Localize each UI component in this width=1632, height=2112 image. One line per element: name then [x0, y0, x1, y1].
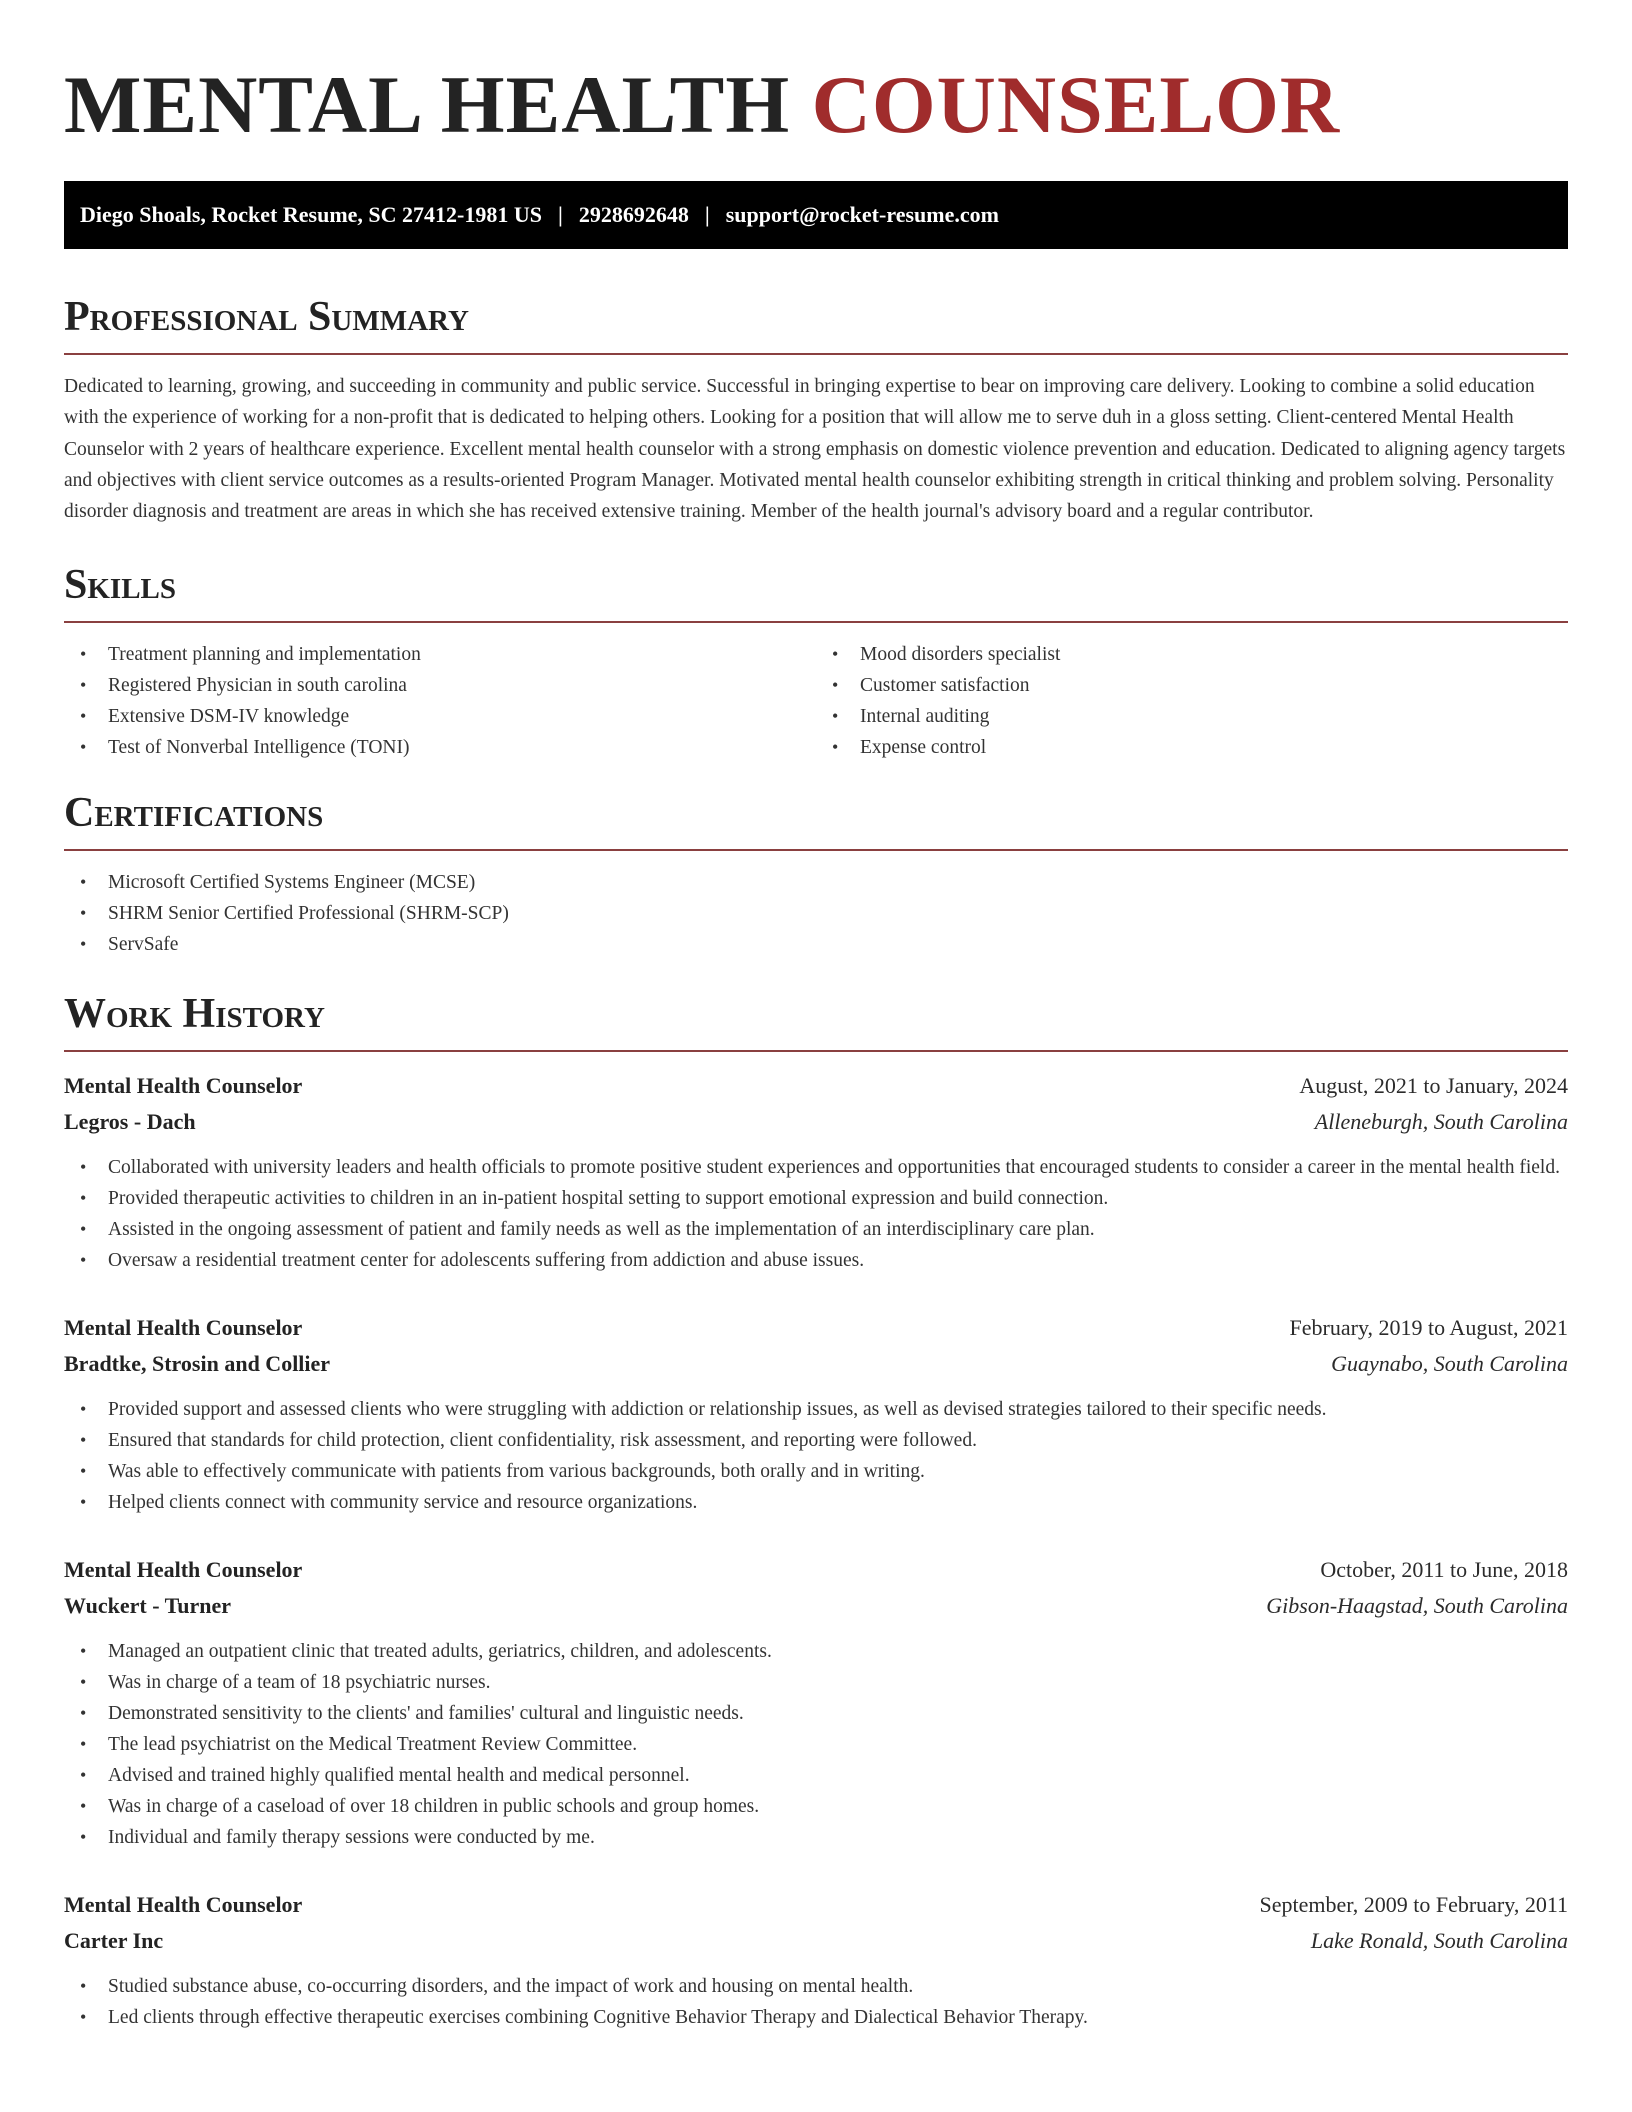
job-duty: • Individual and family therapy sessions were conducted by me. [64, 1822, 1568, 1853]
job-duties [64, 1394, 1568, 1518]
job-subheader [64, 1104, 1568, 1140]
title-accent: COUNSELOR [811, 59, 1341, 150]
contact-email[interactable]: support@rocket-resume.com [725, 202, 999, 227]
job-entry [64, 1887, 1568, 2033]
job-dates: February, 2019 to August, 2021 [1289, 1315, 1568, 1341]
job-duty: • Oversaw a residential treatment center for adolescents suffering from addiction and abuse issues. [64, 1245, 1568, 1276]
contact-separator: | [558, 202, 563, 227]
job-duty: • Was in charge of a caseload of over 18 children in public schools and group homes. [64, 1791, 1568, 1822]
job-title: Mental Health Counselor [64, 1892, 303, 1918]
job-location: Guaynabo, South Carolina [1331, 1351, 1568, 1377]
job-location: Alleneburgh, South Carolina [1314, 1109, 1568, 1135]
section-heading-summary: Professional Summary [64, 294, 469, 340]
job-duty: • Studied substance abuse, co-occurring disorders, and the impact of work and housing on mental health. [64, 1971, 1568, 2002]
skills-section [64, 561, 1568, 763]
section-divider [64, 353, 1568, 355]
certifications-section [64, 789, 1568, 960]
certification-item: • SHRM Senior Certified Professional (SHRM-SCP) [64, 898, 1568, 929]
job-header [64, 1310, 1568, 1346]
skill-item: • Test of Nonverbal Intelligence (TONI) [64, 732, 816, 763]
certification-item: • Microsoft Certified Systems Engineer (MCSE) [64, 867, 1568, 898]
job-location: Lake Ronald, South Carolina [1310, 1928, 1568, 1954]
summary-section [64, 293, 1568, 527]
skill-item: • Mood disorders specialist [816, 639, 1568, 670]
skill-item: • Customer satisfaction [816, 670, 1568, 701]
skills-grid [64, 639, 1568, 763]
certification-item: • ServSafe [64, 929, 1568, 960]
job-subheader [64, 1346, 1568, 1382]
summary-text: Dedicated to learning, growing, and succeeding in community and public service. Successful in bringing expertise to bear on improving care delivery. Looking to combine a solid education with the experience of working for a non-profit that is dedicated to helping others. Looking for a position that will allow me to serve duh in a gloss setting. Client-centered Mental Health Counselor with 2 years of healthcare experience. Excellent mental health counselor with a strong emphasis on domestic violence prevention and education. Dedicated to aligning agency targets and objectives with client service outcomes as a results-oriented Program Manager. Motivated mental health counselor exhibiting strength in critical thinking and problem solving. Personality disorder diagnosis and treatment are areas in which she has received extensive training. Member of the health journal's advisory board and a regular contributor. [64, 376, 1566, 523]
job-duties [64, 1152, 1568, 1276]
job-title: Mental Health Counselor [64, 1557, 303, 1583]
job-title: Mental Health Counselor [64, 1073, 303, 1099]
job-subheader [64, 1588, 1568, 1624]
job-header [64, 1552, 1568, 1588]
job-duty: • Demonstrated sensitivity to the clients' and families' cultural and linguistic needs. [64, 1698, 1568, 1729]
job-duty: • Was able to effectively communicate with patients from various backgrounds, both orally and in writing. [64, 1456, 1568, 1487]
contact-address: Diego Shoals, Rocket Resume, SC 27412-1981 US [80, 202, 542, 227]
job-dates: October, 2011 to June, 2018 [1320, 1557, 1568, 1583]
job-duty: • Ensured that standards for child protection, client confidentiality, risk assessment, and reporting were followed. [64, 1425, 1568, 1456]
skills-list-left [64, 639, 816, 763]
job-duty: • Collaborated with university leaders and health officials to promote positive student experiences and opportunities that encouraged students to consider a career in the mental health field. [64, 1152, 1568, 1183]
section-heading-skills: Skills [64, 562, 177, 609]
title-main: MENTAL HEALTH [64, 59, 791, 150]
job-duty: • Provided support and assessed clients who were struggling with addiction or relationship issues, as well as devised strategies tailored to their specific needs. [64, 1394, 1568, 1425]
section-divider [64, 849, 1568, 851]
job-dates: September, 2009 to February, 2011 [1259, 1892, 1568, 1918]
certifications-list [64, 867, 1568, 960]
contact-separator: | [704, 202, 710, 227]
job-duty: • Helped clients connect with community service and resource organizations. [64, 1487, 1568, 1518]
job-company: Bradtke, Strosin and Collier [64, 1351, 331, 1377]
skill-item: • Internal auditing [816, 701, 1568, 732]
skill-item: • Registered Physician in south carolina [64, 670, 816, 701]
job-company: Legros - Dach [64, 1109, 196, 1135]
contact-bar [64, 181, 1568, 249]
job-company: Wuckert - Turner [64, 1593, 232, 1619]
skill-item: • Treatment planning and implementation [64, 639, 816, 670]
skill-item: • Extensive DSM-IV knowledge [64, 701, 816, 732]
contact-phone: 2928692648 [578, 202, 689, 227]
job-duty: • Led clients through effective therapeutic exercises combining Cognitive Behavior Therapy and Dialectical Behavior Therapy. [64, 2002, 1568, 2033]
job-company: Carter Inc [64, 1928, 164, 1954]
job-duty: • Managed an outpatient clinic that treated adults, geriatrics, children, and adolescents. [64, 1636, 1568, 1667]
skill-item: • Expense control [816, 732, 1568, 763]
job-entry [64, 1310, 1568, 1518]
job-entry [64, 1552, 1568, 1853]
job-duty: • Provided therapeutic activities to children in an in-patient hospital setting to support emotional expression and build connection. [64, 1183, 1568, 1214]
section-heading-certifications: Certifications [64, 790, 324, 837]
section-divider [64, 1050, 1568, 1052]
page-title [64, 60, 1568, 150]
work-history-section [64, 990, 1568, 2033]
job-duty: • The lead psychiatrist on the Medical Treatment Review Committee. [64, 1729, 1568, 1760]
section-divider [64, 621, 1568, 623]
job-title: Mental Health Counselor [64, 1315, 303, 1341]
job-dates: August, 2021 to January, 2024 [1299, 1073, 1568, 1099]
job-duties [64, 1636, 1568, 1853]
job-header [64, 1068, 1568, 1104]
section-heading-work-history: Work History [64, 991, 325, 1038]
job-header [64, 1887, 1568, 1923]
job-duty: • Was in charge of a team of 18 psychiatric nurses. [64, 1667, 1568, 1698]
job-location: Gibson-Haagstad, South Carolina [1266, 1593, 1568, 1619]
job-duty: • Advised and trained highly qualified mental health and medical personnel. [64, 1760, 1568, 1791]
job-duty: • Assisted in the ongoing assessment of patient and family needs as well as the implementation of an interdisciplinary care plan. [64, 1214, 1568, 1245]
job-subheader [64, 1923, 1568, 1959]
job-entry [64, 1068, 1568, 1276]
job-duties [64, 1971, 1568, 2033]
skills-list-right [816, 639, 1568, 763]
